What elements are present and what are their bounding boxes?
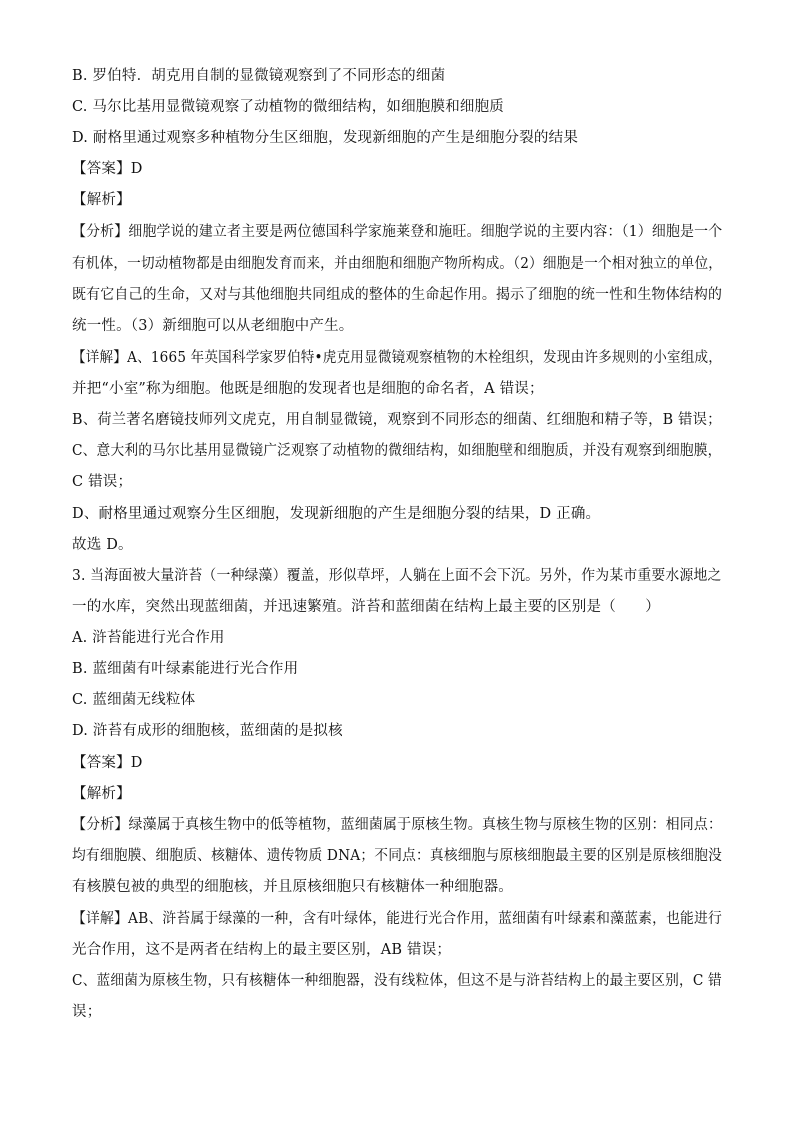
option-c-line: C. 蓝细菌无线粒体 (72, 692, 196, 708)
analysis-line: 【分析】细胞学说的建立者主要是两位德国科学家施莱登和施旺。细胞学说的主要内容：（1）细胞是一个 (72, 224, 723, 240)
analysis-line: 【分析】绿藻属于真核生物中的低等植物，蓝细菌属于原核生物。真核生物与原核生物的区别：相同点： (72, 817, 723, 833)
detail-line: C、意大利的马尔比基用显微镜广泛观察了动植物的微细结构，如细胞壁和细胞质，并没有观察到细胞膜， (72, 443, 722, 459)
answer-line: 【答案】D (72, 755, 143, 771)
conclusion-line: 故选 D。 (72, 537, 133, 553)
detail-line: C、蓝细菌为原核生物，只有核糖体一种细胞器，没有线粒体，但这不是与浒苔结构上的最主要区别，C 错 (72, 973, 722, 989)
detail-line: B、荷兰著名磨镜技师列文虎克，用自制显微镜，观察到不同形态的细菌、红细胞和精子等，B 错误； (72, 412, 722, 428)
detail-line: 光合作用，这不是两者在结构上的最主要区别，AB 错误； (72, 942, 452, 958)
option-d-line: D. 耐格里通过观察多种植物分生区细胞，发现新细胞的产生是细胞分裂的结果 (72, 130, 579, 146)
explanation-heading: 【解析】 (72, 192, 131, 208)
detail-line: 并把“小室”称为细胞。他既是细胞的发现者也是细胞的命名者，A 错误； (72, 381, 544, 397)
analysis-line: 有机体，一切动植物都是由细胞发育而来，并由细胞和细胞产物所构成。（2）细胞是一个相对独立的单位， (72, 256, 723, 272)
option-c-line: C. 马尔比基用显微镜观察了动植物的微细结构，如细胞膜和细胞质 (72, 99, 504, 115)
detail-line: 误； (72, 1004, 102, 1020)
analysis-line: 均有细胞膜、细胞质、核糖体、遗传物质 DNA；不同点：真核细胞与原核细胞最主要的区别是原核细胞没 (72, 848, 722, 864)
question-3-stem: 3. 当海面被大量浒苔（一种绿藻）覆盖，形似草坪，人躺在上面不会下沉。另外，作为某市重要水源地之 (72, 568, 722, 584)
analysis-line: 统一性。（3）新细胞可以从老细胞中产生。 (72, 318, 354, 334)
analysis-line: 有核膜包被的典型的细胞核，并且原核细胞只有核糖体一种细胞器。 (72, 879, 513, 895)
analysis-line: 既有它自己的生命，又对与其他细胞共同组成的整体的生命起作用。揭示了细胞的统一性和生物体结构的 (72, 287, 723, 303)
detail-line: 【详解】AB、浒苔属于绿藻的一种，含有叶绿体，能进行光合作用，蓝细菌有叶绿素和藻蓝素，也能进行 (72, 911, 723, 927)
detail-line: 【详解】A、1665 年英国科学家罗伯特•虎克用显微镜观察植物的木栓组织，发现由许多规则的小室组成， (72, 350, 723, 366)
option-b-line: B. 罗伯特．胡克用自制的显微镜观察到了不同形态的细菌 (72, 68, 446, 84)
question-3-stem: 一的水库，突然出现蓝细菌，并迅速繁殖。浒苔和蓝细菌在结构上最主要的区别是（ ） (72, 599, 660, 615)
detail-line: C 错误； (72, 474, 133, 490)
option-b-line: B. 蓝细菌有叶绿素能进行光合作用 (72, 661, 299, 677)
answer-line: 【答案】D (72, 161, 143, 177)
detail-line: D、耐格里通过观察分生区细胞，发现新细胞的产生是细胞分裂的结果，D 正确。 (72, 506, 601, 522)
option-d-line: D. 浒苔有成形的细胞核，蓝细菌的是拟核 (72, 723, 343, 739)
option-a-line: A. 浒苔能进行光合作用 (72, 630, 225, 646)
explanation-heading: 【解析】 (72, 786, 131, 802)
